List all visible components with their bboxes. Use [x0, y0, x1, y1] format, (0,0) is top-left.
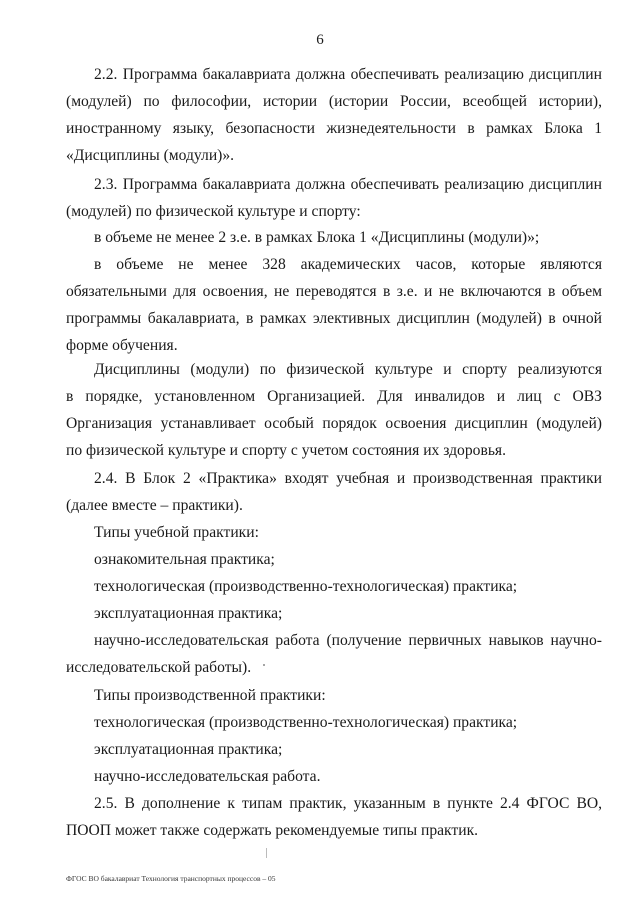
paragraph-2-line-1: 2.3. Программа бакалавриата должна обеспечивать реализацию дисциплин	[94, 176, 602, 193]
paragraph-4-line-2: обязательными для освоения, не переводятся в з.е. и не включаются в объем	[66, 283, 602, 300]
paragraph-4-line-4: форме обучения.	[66, 337, 178, 354]
paragraph-4-line-1: в объеме не менее 328 академических часов, которые являются	[94, 256, 602, 273]
paragraph-14-line-1: эксплуатационная практика;	[94, 741, 283, 758]
paragraph-9-line-1: технологическая (производственно-технологическая) практика;	[94, 578, 518, 595]
scan-mark	[266, 848, 267, 858]
paragraph-12-line-1: Типы производственной практики:	[94, 687, 326, 704]
paragraph-6-line-1: 2.4. В Блок 2 «Практика» входят учебная и производственная практики	[94, 470, 602, 487]
paragraph-16-line-2: ПООП может также содержать рекомендуемые типы практик.	[66, 822, 479, 839]
paragraph-10-line-1: эксплуатационная практика;	[94, 605, 283, 622]
paragraph-2-line-2: (модулей) по физической культуре и спорту:	[66, 203, 361, 220]
page-number: 6	[316, 32, 324, 48]
paragraph-7-line-1: Типы учебной практики:	[94, 524, 259, 541]
paragraph-11-line-2: исследовательской работы).	[66, 659, 252, 676]
paragraph-1-line-1: 2.2. Программа бакалавриата должна обеспечивать реализацию дисциплин	[94, 66, 602, 83]
paragraph-11-line-1: научно-исследовательская работа (получение первичных навыков научно-	[94, 632, 602, 649]
paragraph-15-line-1: научно-исследовательская работа.	[94, 768, 321, 785]
paragraph-16-line-1: 2.5. В дополнение к типам практик, указанным в пункте 2.4 ФГОС ВО,	[94, 795, 602, 812]
scan-speck	[263, 664, 265, 666]
paragraph-4-line-3: программы бакалавриата, в рамках элективных дисциплин (модулей) в очной	[66, 310, 602, 327]
paragraph-5-line-2: в порядке, установленном Организацией. Для инвалидов и лиц с ОВЗ	[66, 388, 602, 405]
paragraph-1-line-4: «Дисциплины (модули)».	[66, 147, 235, 164]
paragraph-1-line-2: (модулей) по философии, истории (истории России, всеобщей истории),	[66, 93, 602, 110]
page-footer: ФГОС ВО бакалавриат Технология транспортных процессов – 05	[66, 874, 276, 883]
paragraph-5-line-3: Организация устанавливает особый порядок освоения дисциплин (модулей)	[66, 415, 602, 432]
paragraph-1-line-3: иностранному языку, безопасности жизнедеятельности в рамках Блока 1	[66, 120, 602, 137]
paragraph-13-line-1: технологическая (производственно-технологическая) практика;	[94, 714, 518, 731]
paragraph-5-line-1: Дисциплины (модули) по физической культуре и спорту реализуются	[94, 361, 602, 378]
paragraph-3-line-1: в объеме не менее 2 з.е. в рамках Блока 1 «Дисциплины (модули)»;	[94, 229, 540, 246]
paragraph-8-line-1: ознакомительная практика;	[94, 551, 275, 568]
paragraph-6-line-2: (далее вместе – практики).	[66, 497, 243, 514]
paragraph-5-line-4: по физической культуре и спорту с учетом состояния их здоровья.	[66, 442, 506, 459]
